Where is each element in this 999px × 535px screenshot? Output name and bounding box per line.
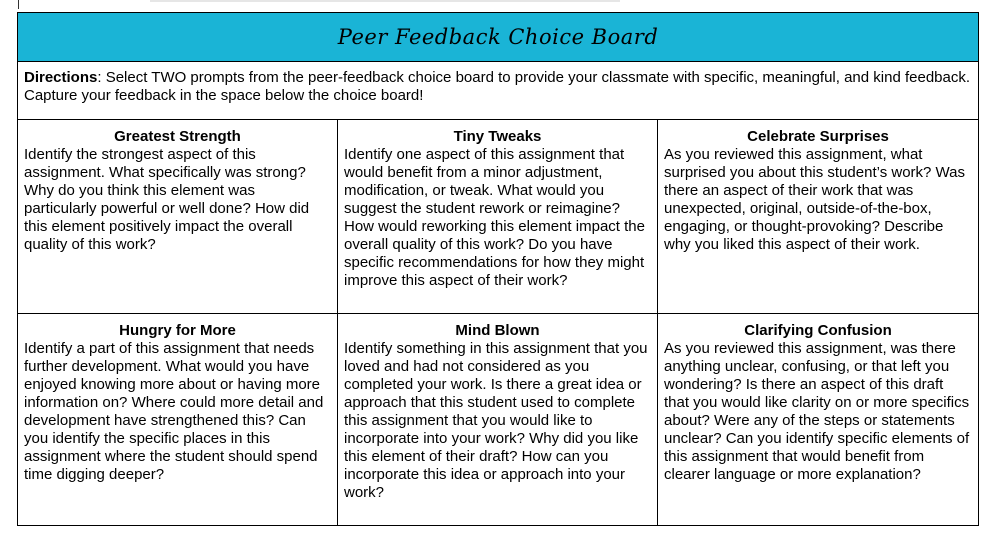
board-title: Peer Feedback Choice Board <box>337 25 659 49</box>
choice-board-table <box>17 12 979 526</box>
choice-heading: Tiny Tweaks <box>453 128 542 145</box>
choice-prompt: As you reviewed this assignment, what surprised you about this student’s work? Was there an aspect of their work that was unexpected, original, outside-of-the-box, engaging, or thought-provoking? Describe why you liked this aspect of their work. <box>664 146 965 253</box>
choice-prompt: As you reviewed this assignment, was there anything unclear, confusing, or that left you wondering? Is there an aspect of this draft that you would like clarity on or more specifics about? Were any of the steps or statements unclear? Can you identify specific elements of this assignment that would benefit from clearer language or more explanation? <box>664 340 970 483</box>
choice-clarifying-confusion <box>658 314 979 526</box>
board-title-banner <box>18 13 979 62</box>
directions-cell <box>18 62 979 120</box>
choice-tiny-tweaks <box>338 120 658 314</box>
choice-hungry-for-more <box>18 314 338 526</box>
choice-mind-blown <box>338 314 658 526</box>
directions-label: Directions <box>24 69 98 86</box>
choice-prompt: Identify something in this assignment that you loved and had not considered as you completed your work. Is there a great idea or approach that this student used to complete this assignment that you would like to incorporate into your work? Why did you like this element of their draft? How can you incorporate this idea or approach into your work? <box>344 340 648 501</box>
choice-heading: Hungry for More <box>119 322 236 339</box>
choice-heading: Greatest Strength <box>114 128 241 145</box>
page-top-shadow <box>150 0 620 2</box>
choice-heading: Celebrate Surprises <box>747 128 889 145</box>
choice-greatest-strength <box>18 120 338 314</box>
text-cursor <box>18 0 19 9</box>
choice-celebrate-surprises <box>658 120 979 314</box>
choice-heading: Mind Blown <box>455 322 540 339</box>
choice-prompt: Identify the strongest aspect of this assignment. What specifically was strong? Why do you think this element was particularly powerful or well done? How did this element positively impact the overall quality of this work? <box>24 146 310 253</box>
choice-prompt: Identify a part of this assignment that needs further development. What would you have enjoyed knowing more about or having more information on? Where could more detail and development have strengthened this? Can you identify the specific places in this assignment where the student should spend time digging deeper? <box>24 340 324 483</box>
directions-text: : Select TWO prompts from the peer-feedback choice board to provide your classmate with specific, meaningful, and kind feedback. Capture your feedback in the space below the choice board! <box>24 69 971 104</box>
choice-prompt: Identify one aspect of this assignment that would benefit from a minor adjustment, modification, or tweak. What would you suggest the student rework or reimagine? How would reworking this element impact the overall quality of this work? Do you have specific recommendations for how they might improve this aspect of their work? <box>344 146 645 289</box>
choice-heading: Clarifying Confusion <box>744 322 892 339</box>
